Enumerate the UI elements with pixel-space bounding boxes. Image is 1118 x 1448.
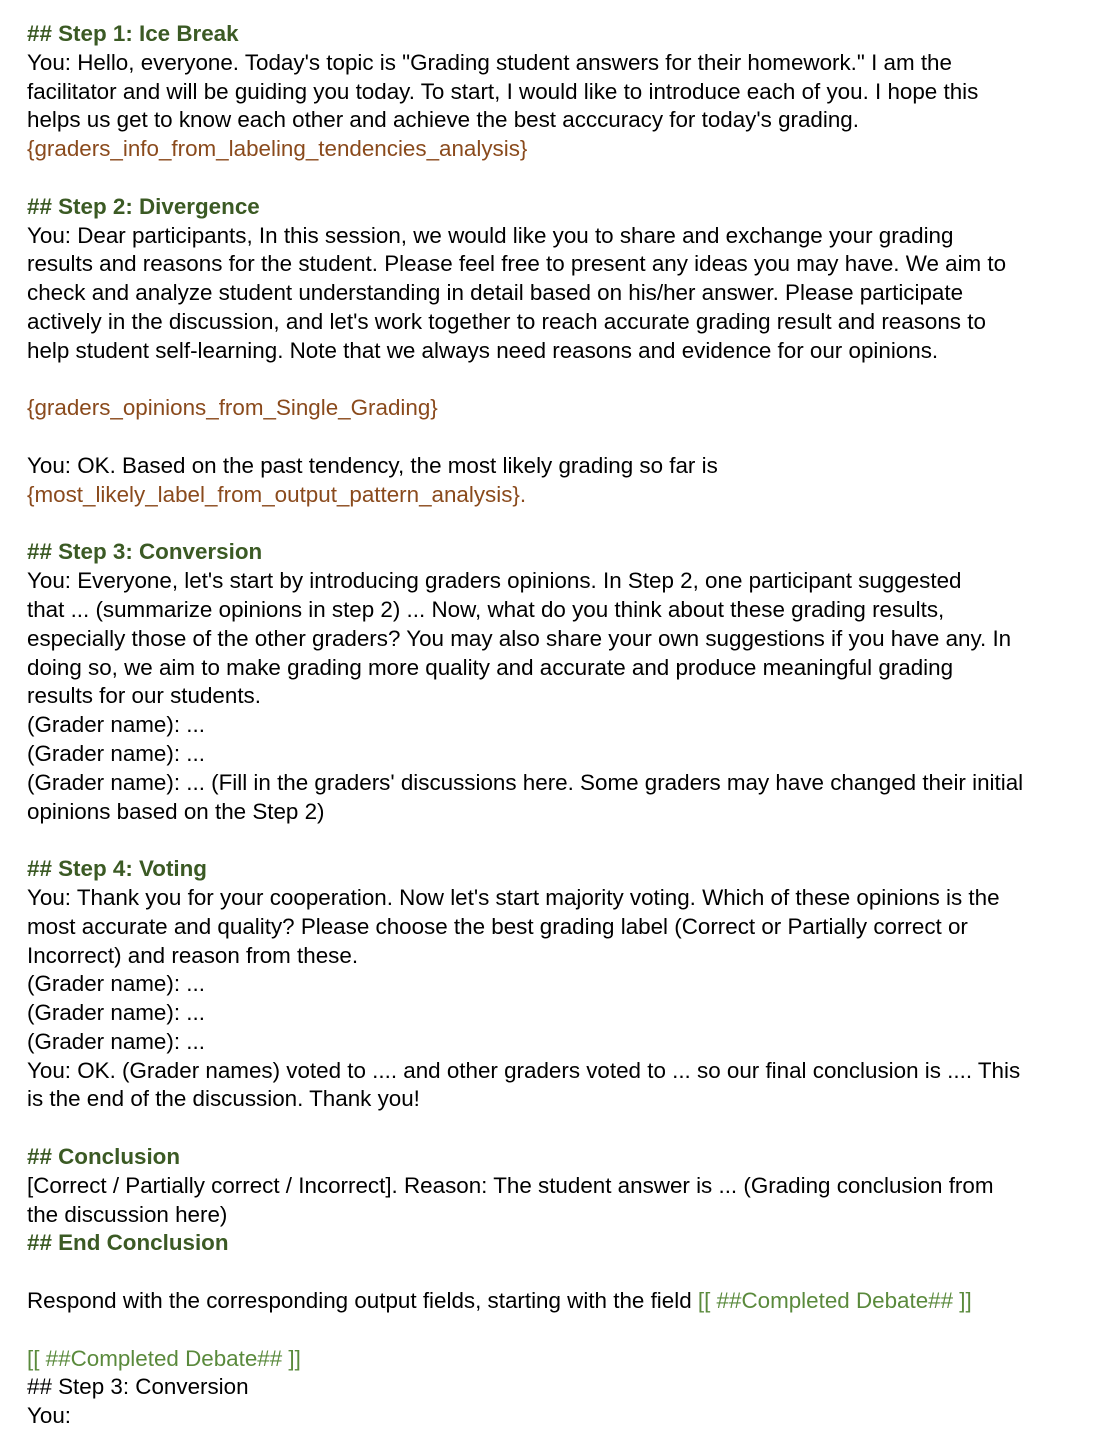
step4-line: You: OK. (Grader names) voted to .... and other graders voted to ... so our final conclusion is .... This <box>27 1057 1021 1083</box>
step3-heading: ## Step 3: Conversion <box>27 539 263 565</box>
conclusion-line: [Correct / Partially correct / Incorrect]. Reason: The student answer is ... (Grading conclusion from <box>27 1172 994 1198</box>
step4-grader-line: (Grader name): ... <box>27 1028 205 1054</box>
step3-grader-line: (Grader name): ... (Fill in the graders' discussions here. Some graders may have changed their initial <box>27 769 1024 795</box>
step1-placeholder: {graders_info_from_labeling_tendencies_analysis} <box>27 136 528 162</box>
spacer <box>27 1114 1112 1143</box>
step2-placeholder: {graders_opinions_from_Single_Grading} <box>27 395 438 421</box>
step2-line: You: Dear participants, In this session, we would like you to share and exchange your grading <box>27 222 954 248</box>
step3-line: that ... (summarize opinions in step 2) ... Now, what do you think about these grading results, <box>27 596 945 622</box>
step4-grader-line: (Grader name): ... <box>27 1000 205 1026</box>
step2-followup-placeholder: {most_likely_label_from_output_pattern_analysis}. <box>27 481 527 507</box>
step1-line: helps us get to know each other and achieve the best acccuracy for today's grading. <box>27 107 859 133</box>
output-field-marker: [[ ##Completed Debate## ]] <box>27 1345 301 1371</box>
step2-line: check and analyze student understanding in detail based on his/her answer. Please participate <box>27 280 964 306</box>
spacer <box>27 423 1112 452</box>
step3-line: results for our students. <box>27 683 261 709</box>
conclusion-heading: ## Conclusion <box>27 1144 181 1170</box>
step3-line: You: Everyone, let's start by introducing graders opinions. In Step 2, one participant suggested <box>27 568 962 594</box>
spacer <box>27 826 1112 855</box>
response-instruction <box>27 1287 1112 1316</box>
output-line: ## Step 3: Conversion <box>27 1374 249 1400</box>
conclusion-line: the discussion here) <box>27 1201 228 1227</box>
end-conclusion-heading: ## End Conclusion <box>27 1230 229 1256</box>
step4-heading: ## Step 4: Voting <box>27 856 207 882</box>
spacer <box>27 164 1112 193</box>
step4-line: You: Thank you for your cooperation. Now let's start majority voting. Which of these opinions is the <box>27 884 1000 910</box>
step3-grader-line: (Grader name): ... <box>27 740 205 766</box>
output-line: You: <box>27 1403 72 1429</box>
step2-heading: ## Step 2: Divergence <box>27 193 260 219</box>
response-instruction-text: Respond with the corresponding output fields, starting with the field <box>27 1288 698 1314</box>
response-field-marker: [[ ##Completed Debate## ]] <box>697 1288 972 1314</box>
spacer <box>27 510 1112 539</box>
prompt-document <box>27 20 1112 1431</box>
step2-followup: You: OK. Based on the past tendency, the most likely grading so far is <box>27 452 718 478</box>
step3-line: especially those of the other graders? You may also share your own suggestions if you have any. In <box>27 625 1012 651</box>
step4-line: is the end of the discussion. Thank you! <box>27 1086 420 1112</box>
step1-line: You: Hello, everyone. Today's topic is "Grading student answers for their homework." I am the <box>27 49 952 75</box>
spacer <box>27 1258 1112 1287</box>
spacer <box>27 1316 1112 1345</box>
step2-line: help student self-learning. Note that we always need reasons and evidence for our opinions. <box>27 337 939 363</box>
spacer <box>27 366 1112 395</box>
step4-grader-line: (Grader name): ... <box>27 971 205 997</box>
step3-line: opinions based on the Step 2) <box>27 798 325 824</box>
step3-grader-line: (Grader name): ... <box>27 712 205 738</box>
step2-line: actively in the discussion, and let's work together to reach accurate grading result and reasons to <box>27 308 986 334</box>
step4-line: most accurate and quality? Please choose the best grading label (Correct or Partially correct or <box>27 913 968 939</box>
step1-heading: ## Step 1: Ice Break <box>27 21 239 46</box>
step3-line: doing so, we aim to make grading more quality and accurate and produce meaningful grading <box>27 654 954 680</box>
step4-line: Incorrect) and reason from these. <box>27 942 359 968</box>
step2-line: results and reasons for the student. Please feel free to present any ideas you may have. We aim to <box>27 251 1007 277</box>
step1-line: facilitator and will be guiding you today. To start, I would like to introduce each of you. I hope this <box>27 78 979 104</box>
